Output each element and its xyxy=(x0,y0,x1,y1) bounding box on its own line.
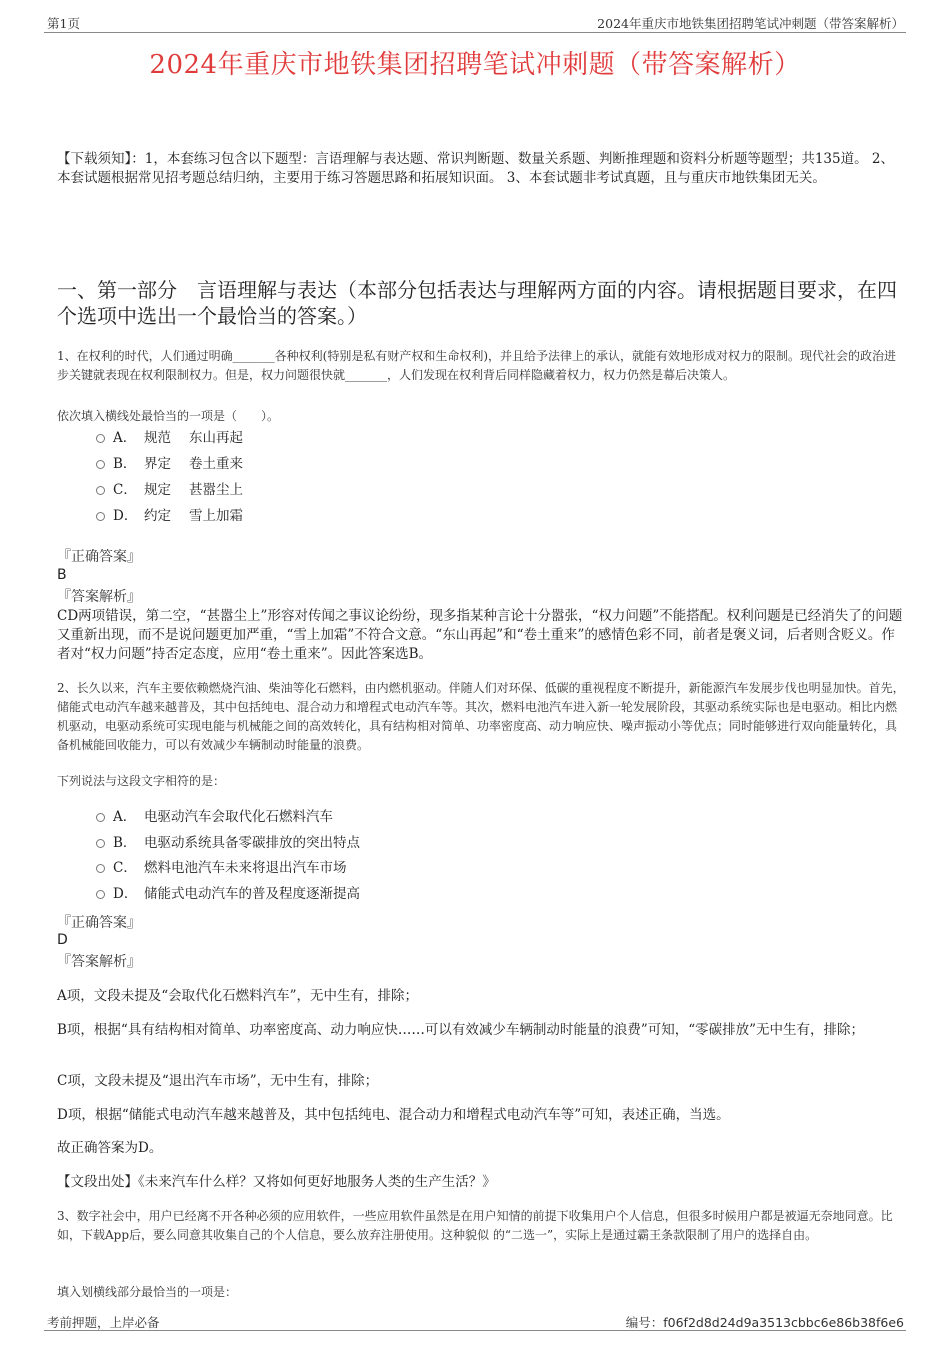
option-letter: D． xyxy=(113,886,138,902)
radio-icon[interactable] xyxy=(96,486,105,495)
radio-icon[interactable] xyxy=(96,434,105,443)
footer-slogan: 考前押题，上岸必备 xyxy=(47,1315,160,1330)
q2-answer: D xyxy=(57,932,68,948)
radio-icon[interactable] xyxy=(96,864,105,873)
document-title: 2024年重庆市地铁集团招聘笔试冲刺题（带答案解析） xyxy=(149,50,801,80)
option-word-2: 甚嚣尘上 xyxy=(189,482,243,498)
header-divider xyxy=(44,32,906,33)
q2-option-b[interactable] xyxy=(96,833,360,853)
question-3-text: 3、数字社会中，用户已经离不开各种必须的应用软件，一些应用软件虽然是在用户知情的前提下收集用户个人信息，但很多时候用户都是被逼无奈地同意。比如，下载App后，要么同意其收集自己的个人信息，要么放弃注册使用。这种貌似 的“二选一”，实际上是通过霸王条款限制了用户的选择自由。 xyxy=(57,1209,893,1242)
q1-analysis: CD两项错误，第二空，“甚嚣尘上”形容对传闻之事议论纷纷，现多指某种言论十分嚣张，“权力问题”不能搭配。权利问题是已经消失了的问题又重新出现，而不是说问题更加严重，“雪上加霜”不符合文意。“东山再起”和“卷土重来”的感情色彩不同，前者是褒义词，后者则含贬义。作者对“权力问题”持否定态度，应用“卷土重来”。因此答案选B。 xyxy=(57,608,903,662)
q2-analysis-label: 『答案解析』 xyxy=(57,954,141,970)
download-notice: 【下载须知】：1，本套练习包含以下题型：言语理解与表达题、常识判断题、数量关系题、判断推理题和资料分析题等题型；共135道。 2、本套试题根据常见招考题总结归纳，主要用于练习答题思路和拓展知识面。 3、本套试题非考试真题，且与重庆市地铁集团无关。 xyxy=(57,151,894,186)
option-text: 储能式电动汽车的普及程度逐渐提高 xyxy=(144,886,360,902)
option-letter: A． xyxy=(113,809,137,825)
q2-analysis-a: A项，文段未提及“会取代化石燃料汽车”，无中生有，排除； xyxy=(57,988,419,1004)
option-text: 电驱动汽车会取代化石燃料汽车 xyxy=(144,809,333,825)
option-word-1: 界定 xyxy=(144,456,171,472)
q1-option-b[interactable] xyxy=(96,454,243,474)
q2-source: 【文段出处】《未来汽车什么样？又将如何更好地服务人类的生产生活？》 xyxy=(57,1174,496,1190)
q1-option-a[interactable] xyxy=(96,428,243,448)
question-1-prompt: 依次填入横线处最恰当的一项是（ ）。 xyxy=(57,409,280,423)
radio-icon[interactable] xyxy=(96,460,105,469)
option-letter: B． xyxy=(113,456,137,472)
q2-analysis-c: C项，文段未提及“退出汽车市场”，无中生有，排除； xyxy=(57,1073,379,1089)
running-header-title: 2024年重庆市地铁集团招聘笔试冲刺题（带答案解析） xyxy=(597,16,904,31)
footer-divider xyxy=(44,1330,906,1331)
option-letter: A． xyxy=(113,430,137,446)
footer-code xyxy=(626,1313,904,1331)
q2-option-d[interactable] xyxy=(96,884,360,904)
q1-option-c[interactable] xyxy=(96,480,243,500)
q2-option-a[interactable] xyxy=(96,807,333,827)
option-word-2: 卷土重来 xyxy=(189,456,243,472)
option-letter: B． xyxy=(113,835,137,851)
option-text: 电驱动系统具备零碳排放的突出特点 xyxy=(144,835,360,851)
footer-code-value: f06f2d8d24d9a3513cbbc6e86b38f6e6 xyxy=(663,1315,904,1330)
q2-option-c[interactable] xyxy=(96,858,347,878)
radio-icon[interactable] xyxy=(96,813,105,822)
q1-answer: B xyxy=(57,567,67,583)
option-word-1: 规范 xyxy=(144,430,171,446)
radio-icon[interactable] xyxy=(96,839,105,848)
q1-option-d[interactable] xyxy=(96,506,243,526)
radio-icon[interactable] xyxy=(96,512,105,521)
footer-code-label: 编号： xyxy=(625,1315,664,1330)
q2-analysis-conclusion: 故正确答案为D。 xyxy=(57,1140,163,1156)
page-number: 第1页 xyxy=(47,16,80,31)
option-word-2: 东山再起 xyxy=(189,430,243,446)
option-letter: C． xyxy=(113,482,137,498)
q1-analysis-label: 『答案解析』 xyxy=(57,589,141,605)
question-2-prompt: 下列说法与这段文字相符的是： xyxy=(57,774,226,788)
q2-correct-answer-label: 『正确答案』 xyxy=(57,915,141,931)
question-2-text: 2、长久以来，汽车主要依赖燃烧汽油、柴油等化石燃料，由内燃机驱动。伴随人们对环保、低碳的重视程度不断提升，新能源汽车发展步伐也明显加快。首先，储能式电动汽车越来越普及，其中包括纯电、混合动力和增程式电动汽车等。其次，燃料电池汽车进入新一轮发展阶段，其驱动系统实际也是电驱动。相比内燃机驱动，电驱动系统可实现电能与机械能之间的高效转化，具有结构相对简单、功率密度高、动力响应快、噪声振动小等优点；同时能够进行双向能量转化，具备机械能回收能力，可以有效减少车辆制动时能量的浪费。 xyxy=(57,681,905,752)
q1-correct-answer-label: 『正确答案』 xyxy=(57,549,141,565)
option-text: 燃料电池汽车未来将退出汽车市场 xyxy=(144,860,347,876)
option-letter: D． xyxy=(113,508,138,524)
option-word-2: 雪上加霜 xyxy=(189,508,243,524)
option-letter: C． xyxy=(113,860,137,876)
radio-icon[interactable] xyxy=(96,890,105,899)
question-3-prompt: 填入划横线部分最恰当的一项是： xyxy=(57,1285,238,1299)
section-heading: 一、第一部分 言语理解与表达（本部分包括表达与理解两方面的内容。请根据题目要求，在四个选项中选出一个最恰当的答案。） xyxy=(57,278,897,328)
question-1-text: 1、在权利的时代，人们通过明确_______各种权利(特别是私有财产权和生命权利)，并且给予法律上的承认，就能有效地形成对权力的限制。现代社会的政治进步关键就表现在权利限制权力。但是，权力问题很快就_______，人们发现在权利背后同样隐藏着权力，权力仍然是幕后决策人。 xyxy=(57,349,897,382)
q2-analysis-b: B项，根据“具有结构相对简单、功率密度高、动力响应快……可以有效减少车辆制动时能量的浪费”可知，“零碳排放”无中生有，排除； xyxy=(57,1022,865,1038)
option-word-1: 规定 xyxy=(144,482,171,498)
option-word-1: 约定 xyxy=(144,508,171,524)
q2-analysis-d: D项，根据“储能式电动汽车越来越普及，其中包括纯电、混合动力和增程式电动汽车等”可知，表述正确，当选。 xyxy=(57,1107,730,1123)
